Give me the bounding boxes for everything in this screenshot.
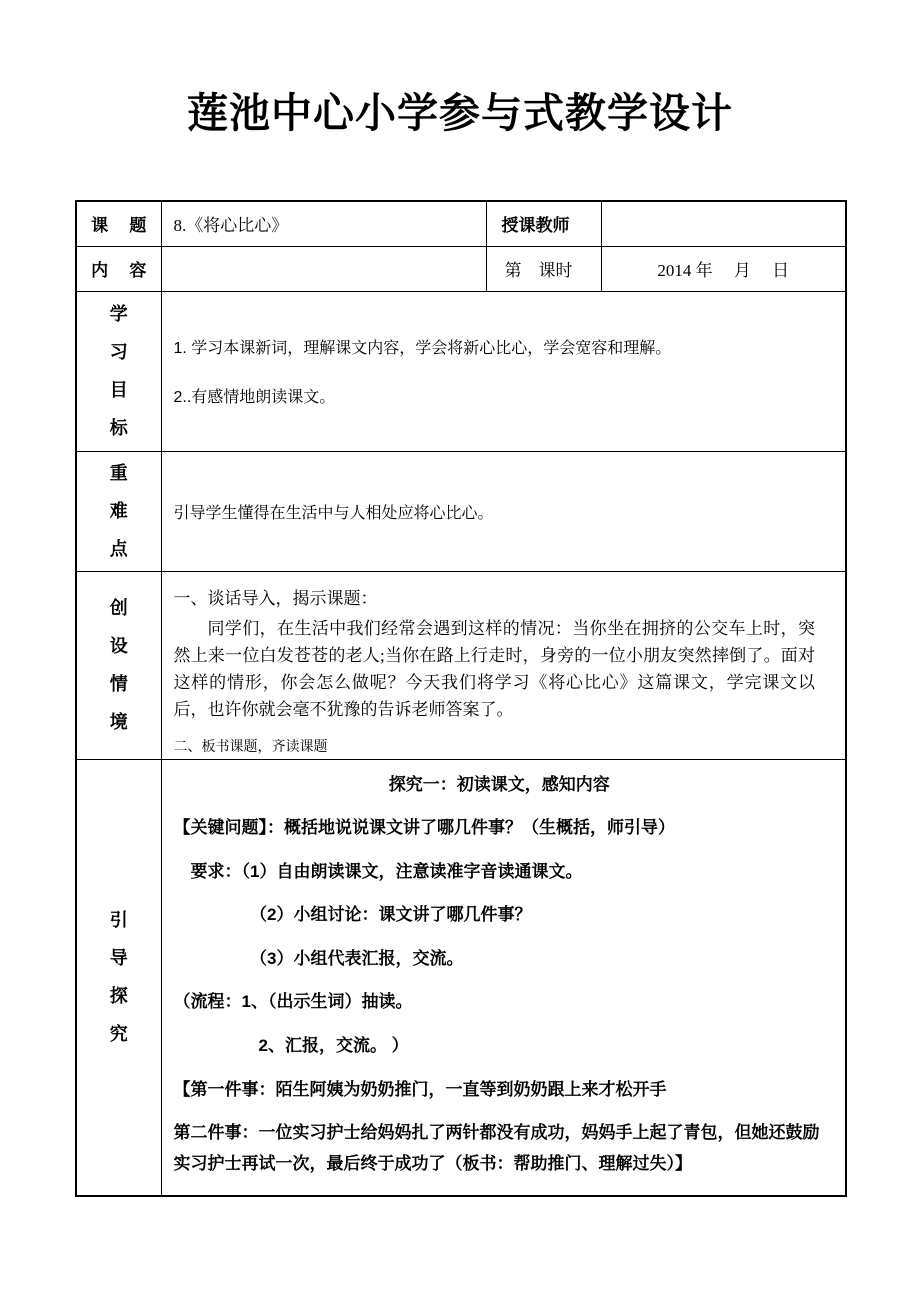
table-row-exploration [76, 759, 846, 1196]
course-topic-label: 课 题 [76, 201, 161, 246]
exploration-line: 要求：（1）自由朗读课文，注意读准字音读通课文。 [173, 861, 583, 881]
exploration-label-char: 引 [109, 910, 128, 931]
table-row-course [76, 201, 846, 246]
content-label: 内 容 [76, 246, 161, 291]
content-value [161, 246, 486, 291]
exploration-line: （3）小组代表汇报，交流。 [173, 948, 464, 968]
key-points-content: 引导学生懂得在生活中与人相处应将心比心。 [161, 451, 846, 571]
situation-label-cell [76, 571, 161, 759]
exploration-label-char: 究 [109, 1024, 128, 1045]
objectives-label-char: 目 [109, 380, 128, 400]
lesson-date: 2014 年 月 日 [601, 246, 846, 291]
exploration-line: 2、汇报，交流。 ） [173, 1036, 409, 1056]
key-points-label-cell [76, 451, 161, 571]
situation-paragraph: 同学们，在生活中我们经常会遇到这样的情况：当你坐在拥挤的公交车上时，突然上来一位白发苍苍的老人;当你在路上行走时，身旁的一位小朋友突然摔倒了。面对这样的情形，你会怎么做呢？今天我们将学习《将心比心》这篇课文，学完课文以后，也许你就会毫不犹豫的告诉老师答案了。 [173, 618, 815, 719]
page-title: 莲池中心小学参与式教学设计 [187, 90, 733, 136]
exploration-label [77, 901, 161, 1053]
exploration-label-char: 探 [109, 986, 128, 1007]
course-topic-value: 8.《将心比心》 [161, 201, 486, 246]
situation-footer: 二、板书课题，齐读课题 [173, 739, 328, 755]
exploration-line: 第二件事：一位实习护士给妈妈扎了两针都没有成功，妈妈手上起了青包，但她还鼓励实习护士再试一次，最后终于成功了（板书：帮助推门、理解过失）】 [173, 1123, 820, 1173]
objectives-label-char: 学 [109, 304, 128, 324]
exploration-line: （流程：1、（出示生词）抽读。 [173, 992, 413, 1012]
situation-label-char: 情 [109, 674, 128, 694]
key-points-label-char: 重 [109, 463, 128, 483]
table-row-content [76, 246, 846, 291]
lesson-period-label: 第 课时 [486, 246, 601, 291]
exploration-line: 【第一件事：陌生阿姨为奶奶推门，一直等到奶奶跟上来才松开手 [173, 1079, 667, 1099]
table-row-situation [76, 571, 846, 759]
objectives-label-char: 习 [109, 342, 128, 362]
table-row-key-points [76, 451, 846, 571]
situation-label-char: 设 [109, 636, 128, 656]
table-row-objectives [76, 291, 846, 451]
key-points-label-char: 难 [109, 501, 128, 521]
exploration-line: （2）小组讨论：课文讲了哪几件事？ [173, 905, 532, 925]
lesson-plan-table [75, 200, 847, 1197]
objective-line: 2..有感情地朗读课文。 [173, 389, 336, 406]
exploration-content [161, 759, 846, 1196]
teacher-value [601, 201, 846, 246]
exploration-label-cell [76, 759, 161, 1196]
key-points-label [77, 454, 161, 568]
situation-label [77, 589, 161, 741]
exploration-label-char: 导 [109, 948, 128, 969]
objectives-label-char: 标 [109, 418, 128, 438]
exploration-line: 【关键问题】：概括地说说课文讲了哪几件事？（生概括，师引导） [173, 818, 675, 838]
teacher-label: 授课教师 [486, 201, 601, 246]
objectives-label [77, 295, 161, 447]
objective-line: 1. 学习本课新词，理解课文内容，学会将新心比心，学会宽容和理解。 [173, 340, 672, 357]
objectives-content [161, 291, 846, 451]
key-points-label-char: 点 [109, 539, 128, 559]
situation-label-char: 创 [109, 598, 128, 618]
exploration-line: 探究一：初读课文，感知内容 [388, 774, 610, 794]
situation-label-char: 境 [109, 712, 128, 732]
objectives-label-cell [76, 291, 161, 451]
situation-heading: 一、谈话导入，揭示课题： [173, 588, 378, 608]
situation-content [161, 571, 846, 759]
